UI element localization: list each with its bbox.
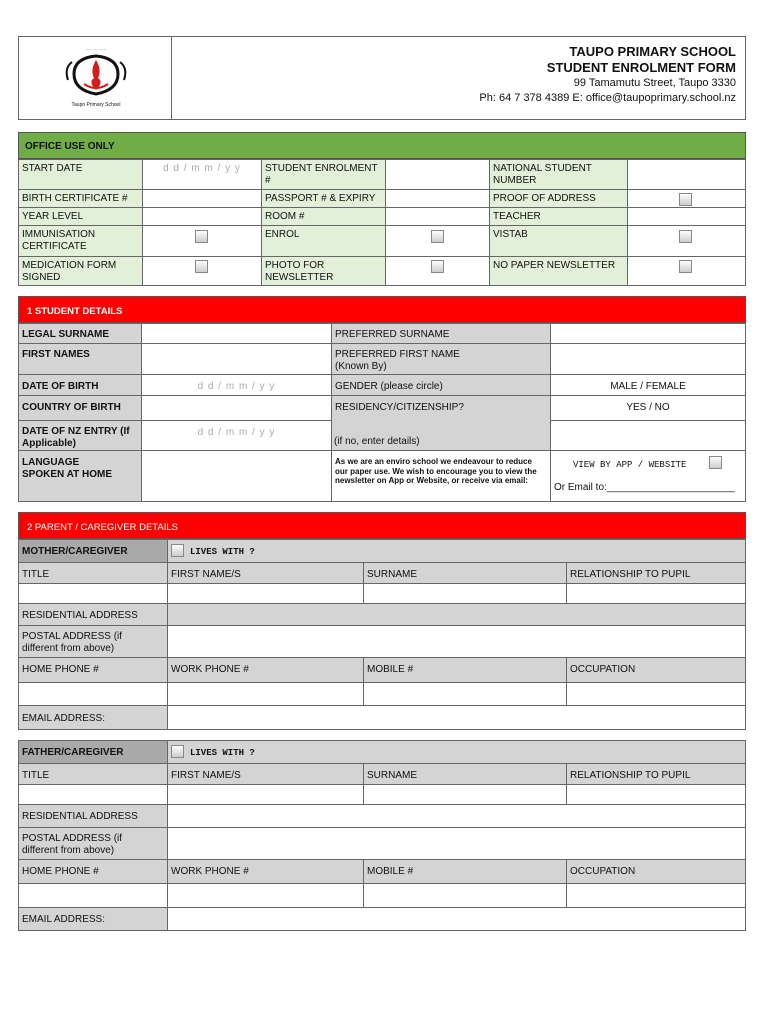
language-label: LANGUAGE SPOKEN AT HOME [18,450,142,502]
no-paper-cell [627,256,746,286]
father-lives-with-cell [167,740,746,764]
mother-residential-label: RESIDENTIAL ADDRESS [18,603,168,626]
mother-surname-input[interactable] [363,583,567,604]
birth-cert-label: BIRTH CERTIFICATE # [18,189,143,208]
newsletter-options [550,450,746,502]
year-level-label: YEAR LEVEL [18,207,143,226]
medication-checkbox[interactable] [195,260,208,273]
photo-label: PHOTO FOR NEWSLETTER [261,256,386,286]
father-occupation-input[interactable] [566,883,746,908]
father-postal-input[interactable] [167,827,746,860]
if-no-note: (if no, enter details) [334,436,420,447]
year-level-input[interactable] [142,207,262,226]
passport-label: PASSPORT # & EXPIRY [261,189,386,208]
immunisation-label: IMMUNISATION CERTIFICATE [18,225,143,257]
birth-cert-input[interactable] [142,189,262,208]
mother-first-names-input[interactable] [167,583,364,604]
gender-options[interactable]: MALE / FEMALE [550,374,746,396]
school-crest-icon [60,44,132,108]
gender-label: GENDER (please circle) [331,374,551,396]
mother-postal-input[interactable] [167,625,746,658]
dob-label: DATE OF BIRTH [18,374,142,396]
mother-postal-label: POSTAL ADDRESS (if different from above) [18,625,168,658]
vistab-checkbox[interactable] [679,230,692,243]
form-title: STUDENT ENROLMENT FORM [546,60,736,75]
office-use-header: OFFICE USE ONLY [18,132,746,159]
no-paper-checkbox[interactable] [679,260,692,273]
mother-email-input[interactable] [167,705,746,730]
mother-surname-label: SURNAME [363,562,567,584]
dob-input[interactable]: d d / m m / y y [141,374,332,396]
first-names-label: FIRST NAMES [18,343,142,375]
father-first-names-input[interactable] [167,784,364,805]
svg-text:Taupo Primary School: Taupo Primary School [71,102,121,108]
father-relationship-label: RELATIONSHIP TO PUPIL [566,763,746,785]
school-logo [60,44,132,108]
immunisation-checkbox[interactable] [195,230,208,243]
photo-checkbox[interactable] [431,260,444,273]
view-by-app-checkbox[interactable] [709,456,722,469]
enrol-cell [385,225,490,257]
nz-entry-label: DATE OF NZ ENTRY (If Applicable) [18,420,142,451]
country-label: COUNTRY OF BIRTH [18,395,142,421]
svg-text:~ ~ ~ ~ ~ ~: ~ ~ ~ ~ ~ ~ [86,47,106,52]
mother-mobile-label: MOBILE # [363,657,567,683]
mother-home-phone-input[interactable] [18,682,168,706]
father-email-label: EMAIL ADDRESS: [18,907,168,931]
teacher-label: TEACHER [489,207,628,226]
first-names-input[interactable] [141,343,332,375]
no-paper-label: NO PAPER NEWSLETTER [489,256,628,286]
mother-work-phone-label: WORK PHONE # [167,657,364,683]
language-input[interactable] [141,450,332,502]
father-surname-input[interactable] [363,784,567,805]
proof-address-label: PROOF OF ADDRESS [489,189,628,208]
medication-cell [142,256,262,286]
enrolment-number-label: STUDENT ENROLMENT # [261,159,386,190]
mother-work-phone-input[interactable] [167,682,364,706]
mother-label: MOTHER/CAREGIVER [18,539,168,563]
mother-mobile-input[interactable] [363,682,567,706]
father-relationship-input[interactable] [566,784,746,805]
father-occupation-label: OCCUPATION [566,859,746,884]
preferred-first-label: PREFERRED FIRST NAME (Known By) [331,343,551,375]
mother-lives-with-cell [167,539,746,563]
mother-email-label: EMAIL ADDRESS: [18,705,168,730]
father-lives-with-checkbox[interactable] [171,745,184,758]
father-residential-label: RESIDENTIAL ADDRESS [18,804,168,828]
school-name: TAUPO PRIMARY SCHOOL [569,44,736,59]
father-home-phone-input[interactable] [18,883,168,908]
student-details-header: 1 STUDENT DETAILS [18,296,746,323]
immunisation-cell [142,225,262,257]
vistab-cell [627,225,746,257]
father-label: FATHER/CAREGIVER [18,740,168,764]
residency-label: RESIDENCY/CITIZENSHIP? [331,395,551,451]
father-home-phone-label: HOME PHONE # [18,859,168,884]
room-input[interactable] [385,207,490,226]
father-work-phone-input[interactable] [167,883,364,908]
teacher-input[interactable] [627,207,746,226]
school-contact: Ph: 64 7 378 4389 E: office@taupoprimary.school.nz [479,92,736,104]
father-mobile-input[interactable] [363,883,567,908]
view-by-app-label: VIEW BY APP / WEBSITE [573,460,687,470]
proof-address-checkbox[interactable] [679,193,692,206]
start-date-input[interactable]: d d / m m / y y [142,159,262,190]
mother-relationship-label: RELATIONSHIP TO PUPIL [566,562,746,584]
father-mobile-label: MOBILE # [363,859,567,884]
nz-entry-input[interactable]: d d / m m / y y [141,420,332,451]
father-work-phone-label: WORK PHONE # [167,859,364,884]
proof-address-cell [627,189,746,208]
father-surname-label: SURNAME [363,763,567,785]
logo-divider [171,36,172,120]
mother-title-input[interactable] [18,583,168,604]
enviro-note: As we are an enviro school we endeavour to reduce our paper use. We wish to encourage you to view the newsletter on App or Website, or receive via email: [331,450,551,502]
enrol-label: ENROL [261,225,386,257]
father-title-input[interactable] [18,784,168,805]
preferred-first-input[interactable] [550,343,746,375]
enrol-checkbox[interactable] [431,230,444,243]
photo-cell [385,256,490,286]
passport-input[interactable] [385,189,490,208]
father-lives-with-label: LIVES WITH ? [190,748,255,758]
legal-surname-input[interactable] [141,323,332,344]
residency-options[interactable]: YES / NO [550,395,746,421]
vistab-label: VISTAB [489,225,628,257]
father-first-names-label: FIRST NAME/S [167,763,364,785]
country-input[interactable] [141,395,332,421]
school-address: 99 Tamamutu Street, Taupo 3330 [573,77,736,89]
mother-first-names-label: FIRST NAME/S [167,562,364,584]
mother-relationship-input[interactable] [566,583,746,604]
parent-details-header: 2 PARENT / CAREGIVER DETAILS [18,512,746,539]
medication-label: MEDICATION FORM SIGNED [18,256,143,286]
room-label: ROOM # [261,207,386,226]
or-email-field[interactable]: Or Email to:_______________________ [554,482,735,493]
father-title-label: TITLE [18,763,168,785]
residency-details-input[interactable] [550,420,746,451]
mother-title-label: TITLE [18,562,168,584]
mother-home-phone-label: HOME PHONE # [18,657,168,683]
father-email-input[interactable] [167,907,746,931]
mother-lives-with-label: LIVES WITH ? [190,547,255,557]
enrolment-number-input[interactable] [385,159,490,190]
father-residential-input[interactable] [167,804,746,828]
nsn-label: NATIONAL STUDENT NUMBER [489,159,628,190]
mother-occupation-input[interactable] [566,682,746,706]
preferred-surname-input[interactable] [550,323,746,344]
mother-residential-input[interactable] [167,603,746,626]
nsn-input[interactable] [627,159,746,190]
preferred-surname-label: PREFERRED SURNAME [331,323,551,344]
legal-surname-label: LEGAL SURNAME [18,323,142,344]
mother-lives-with-checkbox[interactable] [171,544,184,557]
mother-occupation-label: OCCUPATION [566,657,746,683]
father-postal-label: POSTAL ADDRESS (if different from above) [18,827,168,860]
start-date-label: START DATE [18,159,143,190]
